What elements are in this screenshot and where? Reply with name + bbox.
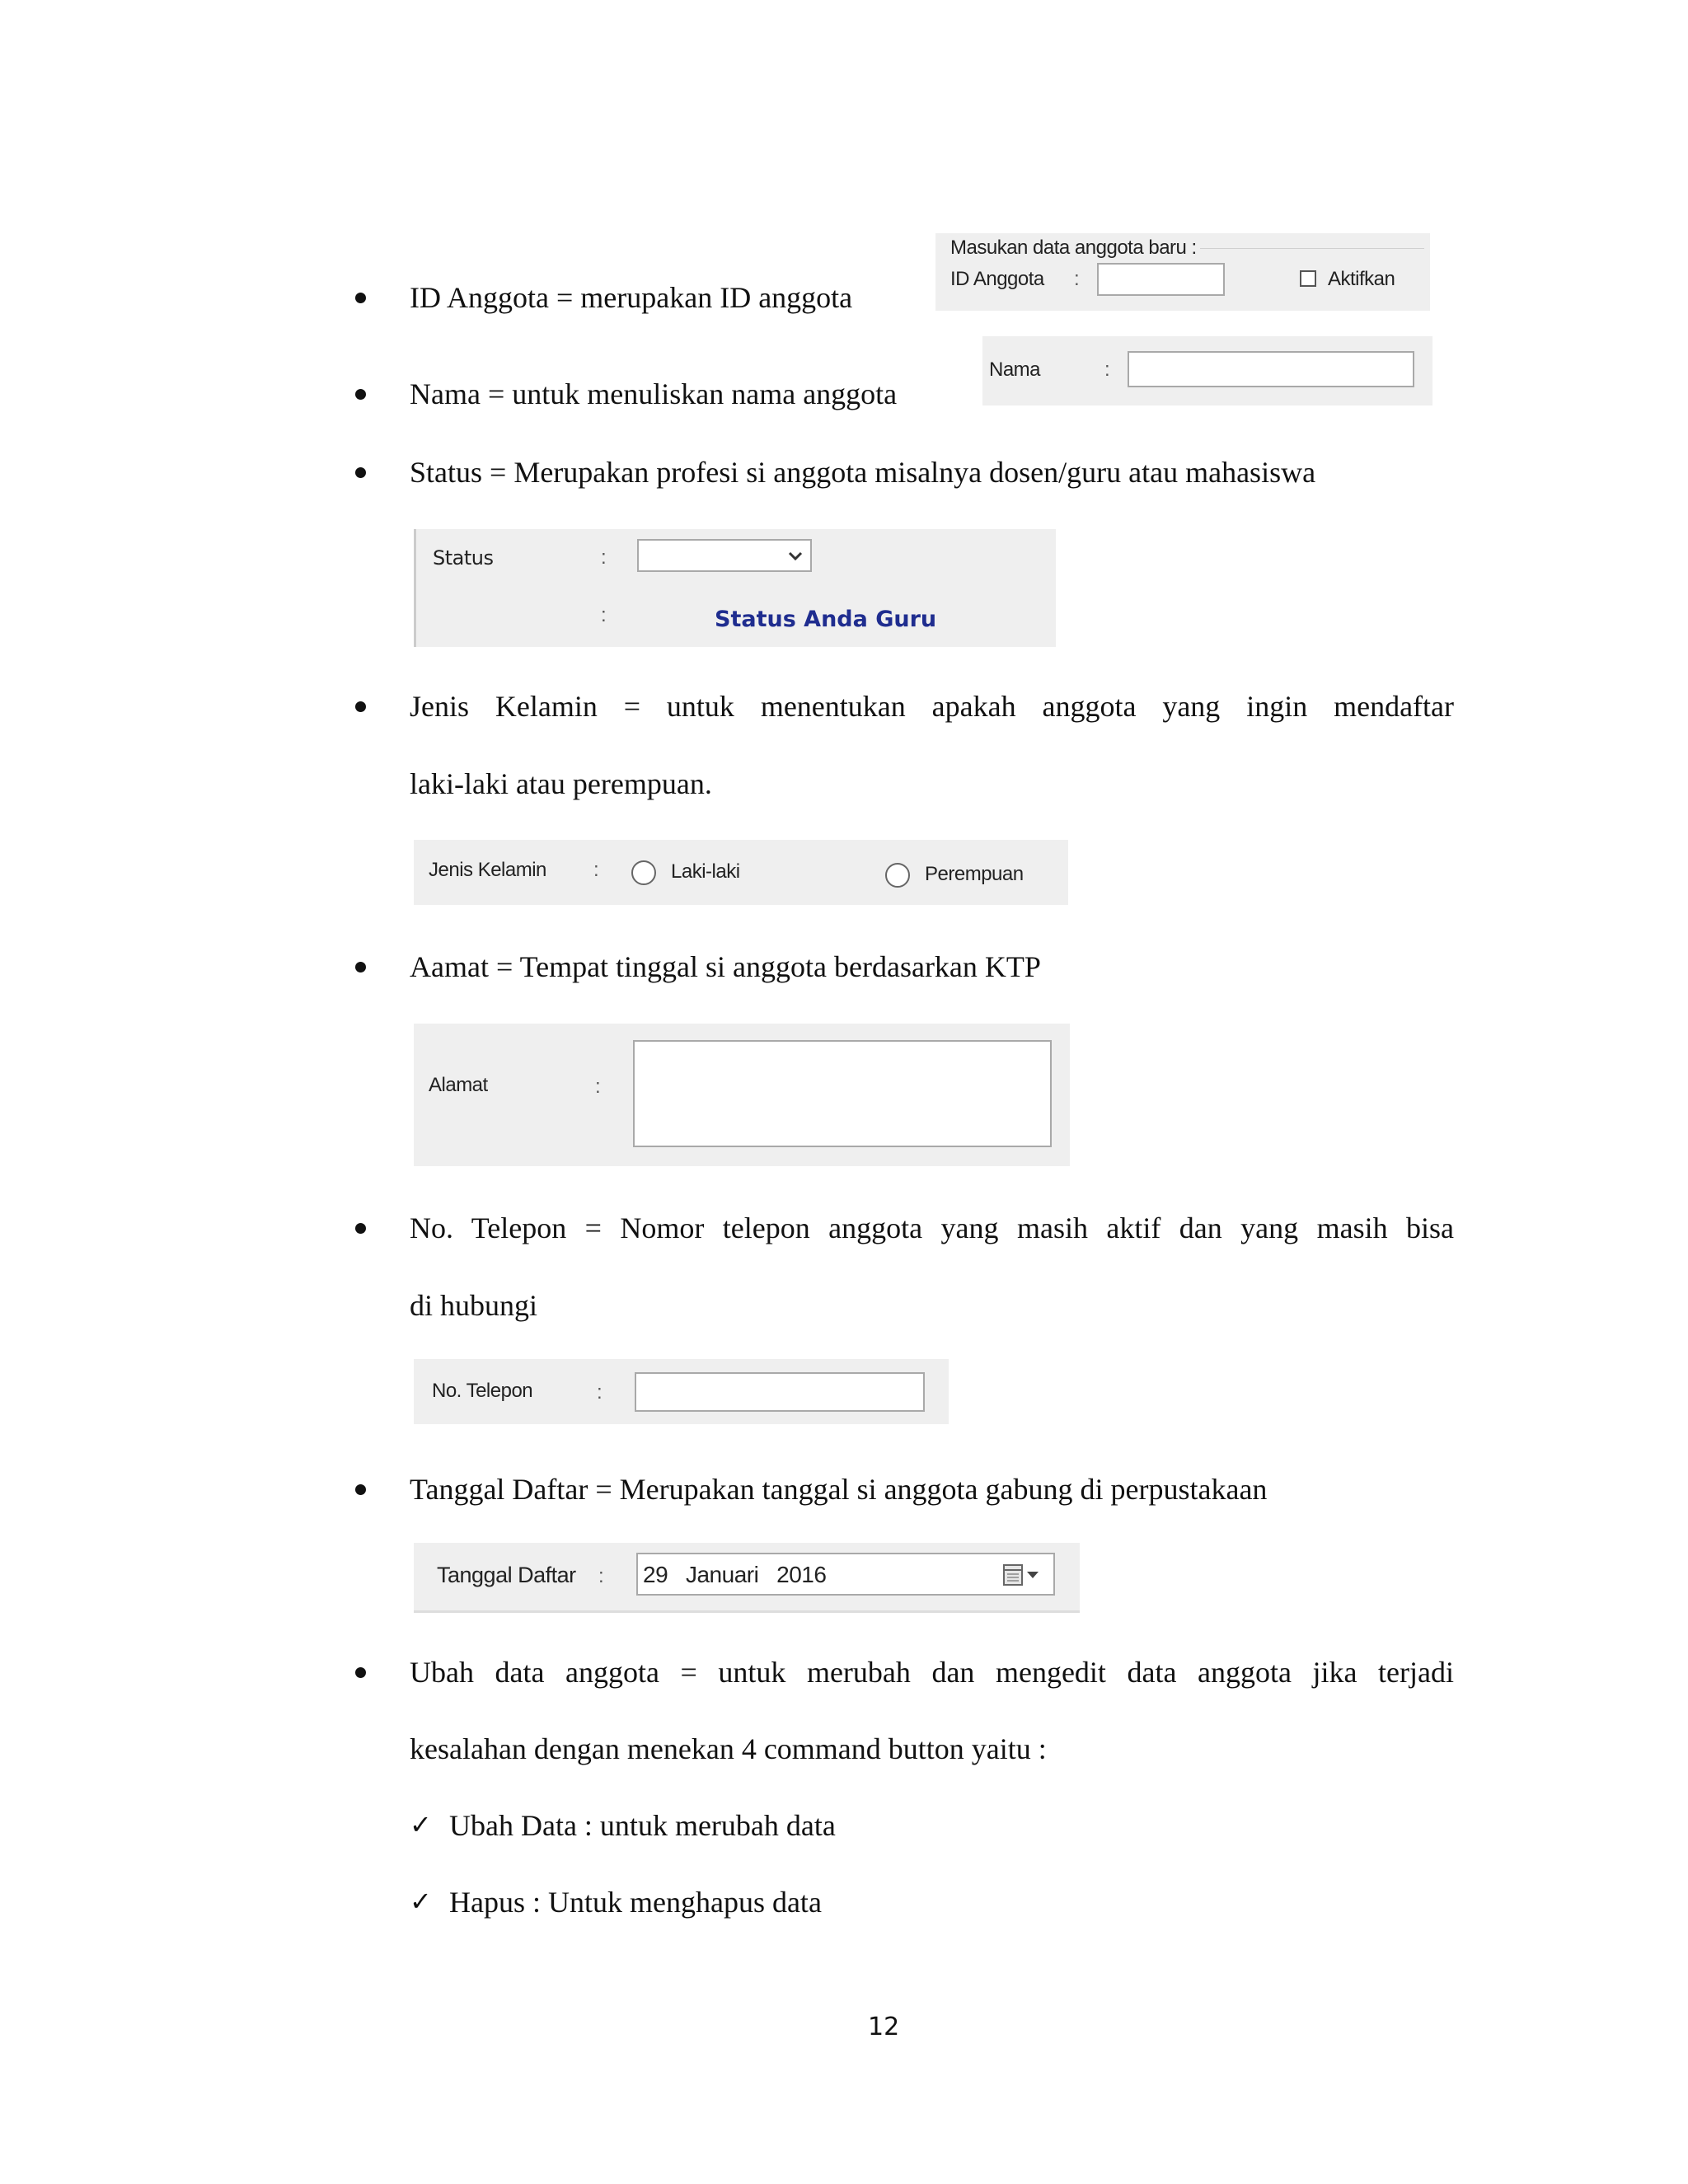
colon: : <box>601 546 607 569</box>
item-telepon: No. Telepon = Nomor telepon anggota yang masih aktif dan yang masih bisa <box>410 1212 1454 1244</box>
status-value: Status Anda Guru <box>715 607 937 632</box>
bullet <box>355 1667 366 1678</box>
item-telepon-cont: di hubungi <box>410 1289 538 1322</box>
item-tanggal: Tanggal Daftar = Merupakan tanggal si anggota gabung di perpustakaan <box>410 1473 1268 1506</box>
item-nama: Nama = untuk menuliskan nama anggota <box>410 377 898 410</box>
id-anggota-panel <box>935 233 1430 311</box>
perempuan-radio[interactable] <box>885 863 910 888</box>
id-anggota-field[interactable] <box>1097 263 1225 296</box>
item-jenis-kelamin-cont: laki-laki atau perempuan. <box>410 767 712 800</box>
status-select[interactable] <box>637 539 812 572</box>
bullet <box>355 1484 366 1495</box>
sub-item-hapus: Hapus : Untuk menghapus data <box>449 1886 822 1919</box>
sub-item-ubah-data: Ubah Data : untuk merubah data <box>449 1809 836 1842</box>
jenis-kelamin-panel <box>414 840 1068 905</box>
tanggal-datepicker[interactable] <box>636 1553 1055 1596</box>
alamat-textarea[interactable] <box>633 1040 1052 1147</box>
telepon-label: No. Telepon <box>432 1380 533 1402</box>
item-ubah-cont: kesalahan dengan menekan 4 command button yaitu : <box>410 1732 1047 1765</box>
nama-field[interactable] <box>1128 351 1414 387</box>
id-anggota-label: ID Anggota <box>950 268 1044 290</box>
bullet <box>355 701 366 712</box>
item-jenis-kelamin: Jenis Kelamin = untuk menentukan apakah anggota yang ingin mendaftar <box>410 690 1454 723</box>
tanggal-panel <box>414 1543 1080 1613</box>
item-id-anggota: ID Anggota = merupakan ID anggota <box>410 281 853 314</box>
bullet <box>355 389 366 400</box>
colon: : <box>601 604 607 626</box>
telepon-field[interactable] <box>635 1372 925 1412</box>
item-ubah: Ubah data anggota = untuk merubah dan mengedit data anggota jika terjadi <box>410 1656 1454 1689</box>
bullet <box>355 1223 366 1234</box>
bullet <box>355 293 366 303</box>
laki-laki-radio[interactable] <box>631 860 656 885</box>
laki-laki-label: Laki-laki <box>671 860 740 883</box>
check-icon: ✓ <box>410 1809 432 1840</box>
bullet <box>355 467 366 478</box>
item-status: Status = Merupakan profesi si anggota misalnya dosen/guru atau mahasiswa <box>410 456 1316 489</box>
alamat-label: Alamat <box>429 1074 488 1096</box>
colon: : <box>595 1076 601 1098</box>
colon: : <box>593 859 599 881</box>
alamat-panel <box>414 1024 1070 1166</box>
colon: : <box>1074 268 1080 290</box>
chevron-down-icon <box>787 551 804 562</box>
perempuan-label: Perempuan <box>925 863 1024 885</box>
aktifkan-label: Aktifkan <box>1328 268 1395 290</box>
group-title: Masukan data anggota baru : <box>950 236 1200 260</box>
tanggal-value: 29 Januari 2016 <box>643 1562 827 1587</box>
jenis-kelamin-label: Jenis Kelamin <box>429 859 546 881</box>
status-panel <box>414 529 1056 647</box>
colon: : <box>1104 359 1110 381</box>
calendar-icon[interactable] <box>1002 1563 1043 1587</box>
aktifkan-checkbox[interactable] <box>1300 270 1316 287</box>
nama-panel <box>982 336 1432 405</box>
status-label: Status <box>433 546 494 569</box>
nama-label: Nama <box>989 359 1041 381</box>
bullet <box>355 962 366 972</box>
page-number: 12 <box>868 2013 900 2041</box>
telepon-panel <box>414 1359 949 1424</box>
tanggal-label: Tanggal Daftar <box>437 1563 576 1587</box>
colon: : <box>598 1565 604 1587</box>
check-icon: ✓ <box>410 1886 432 1917</box>
colon: : <box>597 1381 603 1404</box>
item-alamat: Aamat = Tempat tinggal si anggota berdasarkan KTP <box>410 950 1041 983</box>
